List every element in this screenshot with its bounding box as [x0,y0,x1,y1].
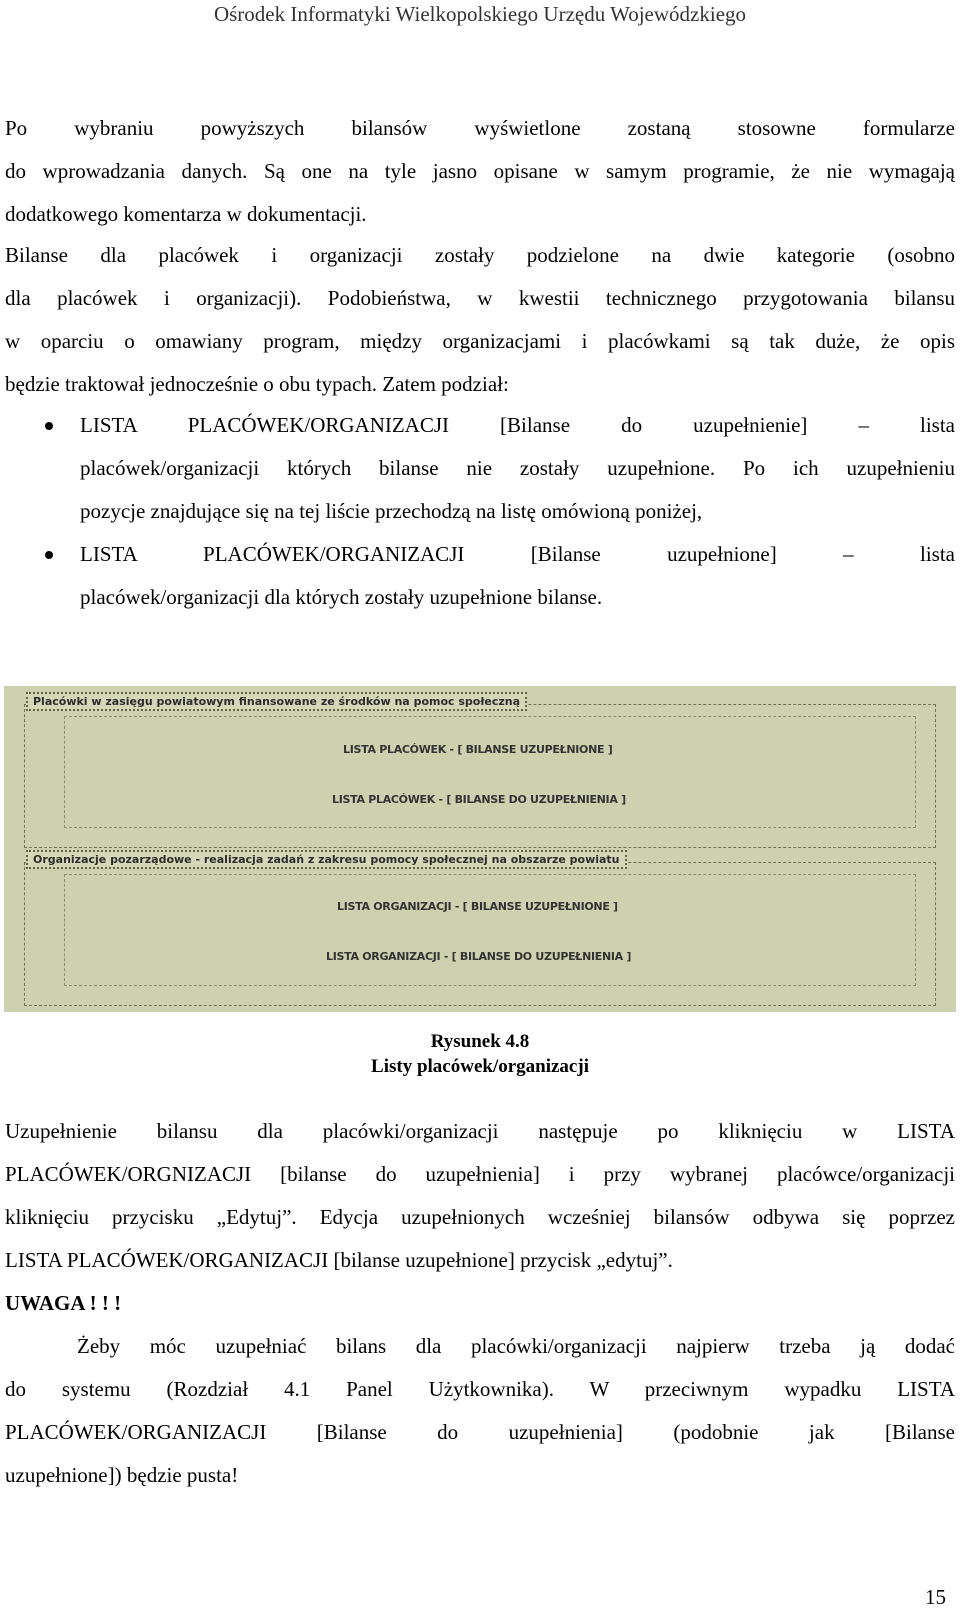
text-line: Uzupełnienie bilansu dla placówki/organizacji następuje po kliknięciu w LISTA [5,1119,955,1143]
page-number: 15 [925,1585,946,1609]
bullet-item [0,404,955,533]
bullet-icon [45,551,53,559]
figure-caption-title: Listy placówek/organizacji [371,1056,589,1077]
paragraph-edit-info [5,1110,955,1325]
text-line: LISTA PLACÓWEK/ORGANIZACJI [Bilanse uzupełnione] – lista [80,542,955,566]
link-organizacje-uzupelnione[interactable]: LISTA ORGANIZACJI - [ BILANSE UZUPEŁNIONE ] [337,900,618,913]
paragraph-categories [5,234,955,406]
text-line: Po wybraniu powyższych bilansów wyświetlone zostaną stosowne formularze [5,116,955,140]
text-line: LISTA PLACÓWEK/ORGANIZACJI [bilanse uzupełnione] przycisk „edytuj”. [5,1248,673,1272]
inner-fieldset [64,874,916,986]
text-line: placówek/organizacji dla których zostały uzupełnione bilanse. [80,585,603,609]
bullet-icon [45,422,53,430]
text-line: LISTA PLACÓWEK/ORGANIZACJI [Bilanse do uzupełnienie] – lista [80,413,955,437]
text-line: Bilanse dla placówek i organizacji zostały podzielone na dwie kategorie (osobno [5,243,955,267]
bullet-list [0,404,960,619]
paragraph-warning [5,1325,955,1497]
text-line: pozycje znajdujące się na tej liście przechodzą na listę omówioną poniżej, [80,499,703,523]
text-line: PLACÓWEK/ORGANIZACJI [Bilanse do uzupełnienia] (podobnie jak [Bilanse [5,1420,955,1444]
text-line: dla placówek i organizacji). Podobieństwa, w kwestii technicznego przygotowania bilansu [5,286,955,310]
text-line: do systemu (Rozdział 4.1 Panel Użytkownika). W przeciwnym wypadku LISTA [5,1377,955,1401]
fieldset-legend: Placówki w zasięgu powiatowym finansowane ze środków na pomoc społeczną [26,692,527,711]
link-placowki-uzupelnione[interactable]: LISTA PLACÓWEK - [ BILANSE UZUPEŁNIONE ] [343,743,613,756]
text-line: placówek/organizacji których bilanse nie zostały uzupełnione. Po ich uzupełnieniu [80,456,955,480]
inner-fieldset [64,716,916,828]
link-organizacje-do-uzupelnienia[interactable]: LISTA ORGANIZACJI - [ BILANSE DO UZUPEŁNIENIA ] [326,950,632,963]
link-placowki-do-uzupelnienia[interactable]: LISTA PLACÓWEK - [ BILANSE DO UZUPEŁNIENIA ] [332,793,626,806]
text-line: uzupełnione]) będzie pusta! [5,1463,239,1487]
text-line: w oparciu o omawiany program, między organizacjami i placówkami są tak duże, że opis [5,329,955,353]
text-line: Żeby móc uzupełniać bilans dla placówki/organizacji najpierw trzeba ją dodać [77,1334,955,1358]
figure-screenshot [4,686,956,1012]
paragraph-intro [5,107,955,236]
text-line: kliknięciu przycisku „Edytuj”. Edycja uzupełnionych wcześniej bilansów odbywa się poprzez [5,1205,955,1229]
warning-heading: UWAGA ! ! ! [5,1291,122,1315]
figure-caption-number: Rysunek 4.8 [430,1031,530,1052]
text-line: będzie traktował jednocześnie o obu typach. Zatem podział: [5,372,509,396]
bullet-item [0,533,955,619]
text-line: PLACÓWEK/ORGNIZACJI [bilanse do uzupełnienia] i przy wybranej placówce/organizacji [5,1162,955,1186]
text-line: do wprowadzania danych. Są one na tyle jasno opisane w samym programie, że nie wymagają [5,159,955,183]
fieldset-legend: Organizacje pozarządowe - realizacja zadań z zakresu pomocy społecznej na obszarze powiatu [26,850,627,869]
page-header: Ośrodek Informatyki Wielkopolskiego Urzędu Wojewódzkiego [213,2,747,26]
text-line: dodatkowego komentarza w dokumentacji. [5,202,367,226]
